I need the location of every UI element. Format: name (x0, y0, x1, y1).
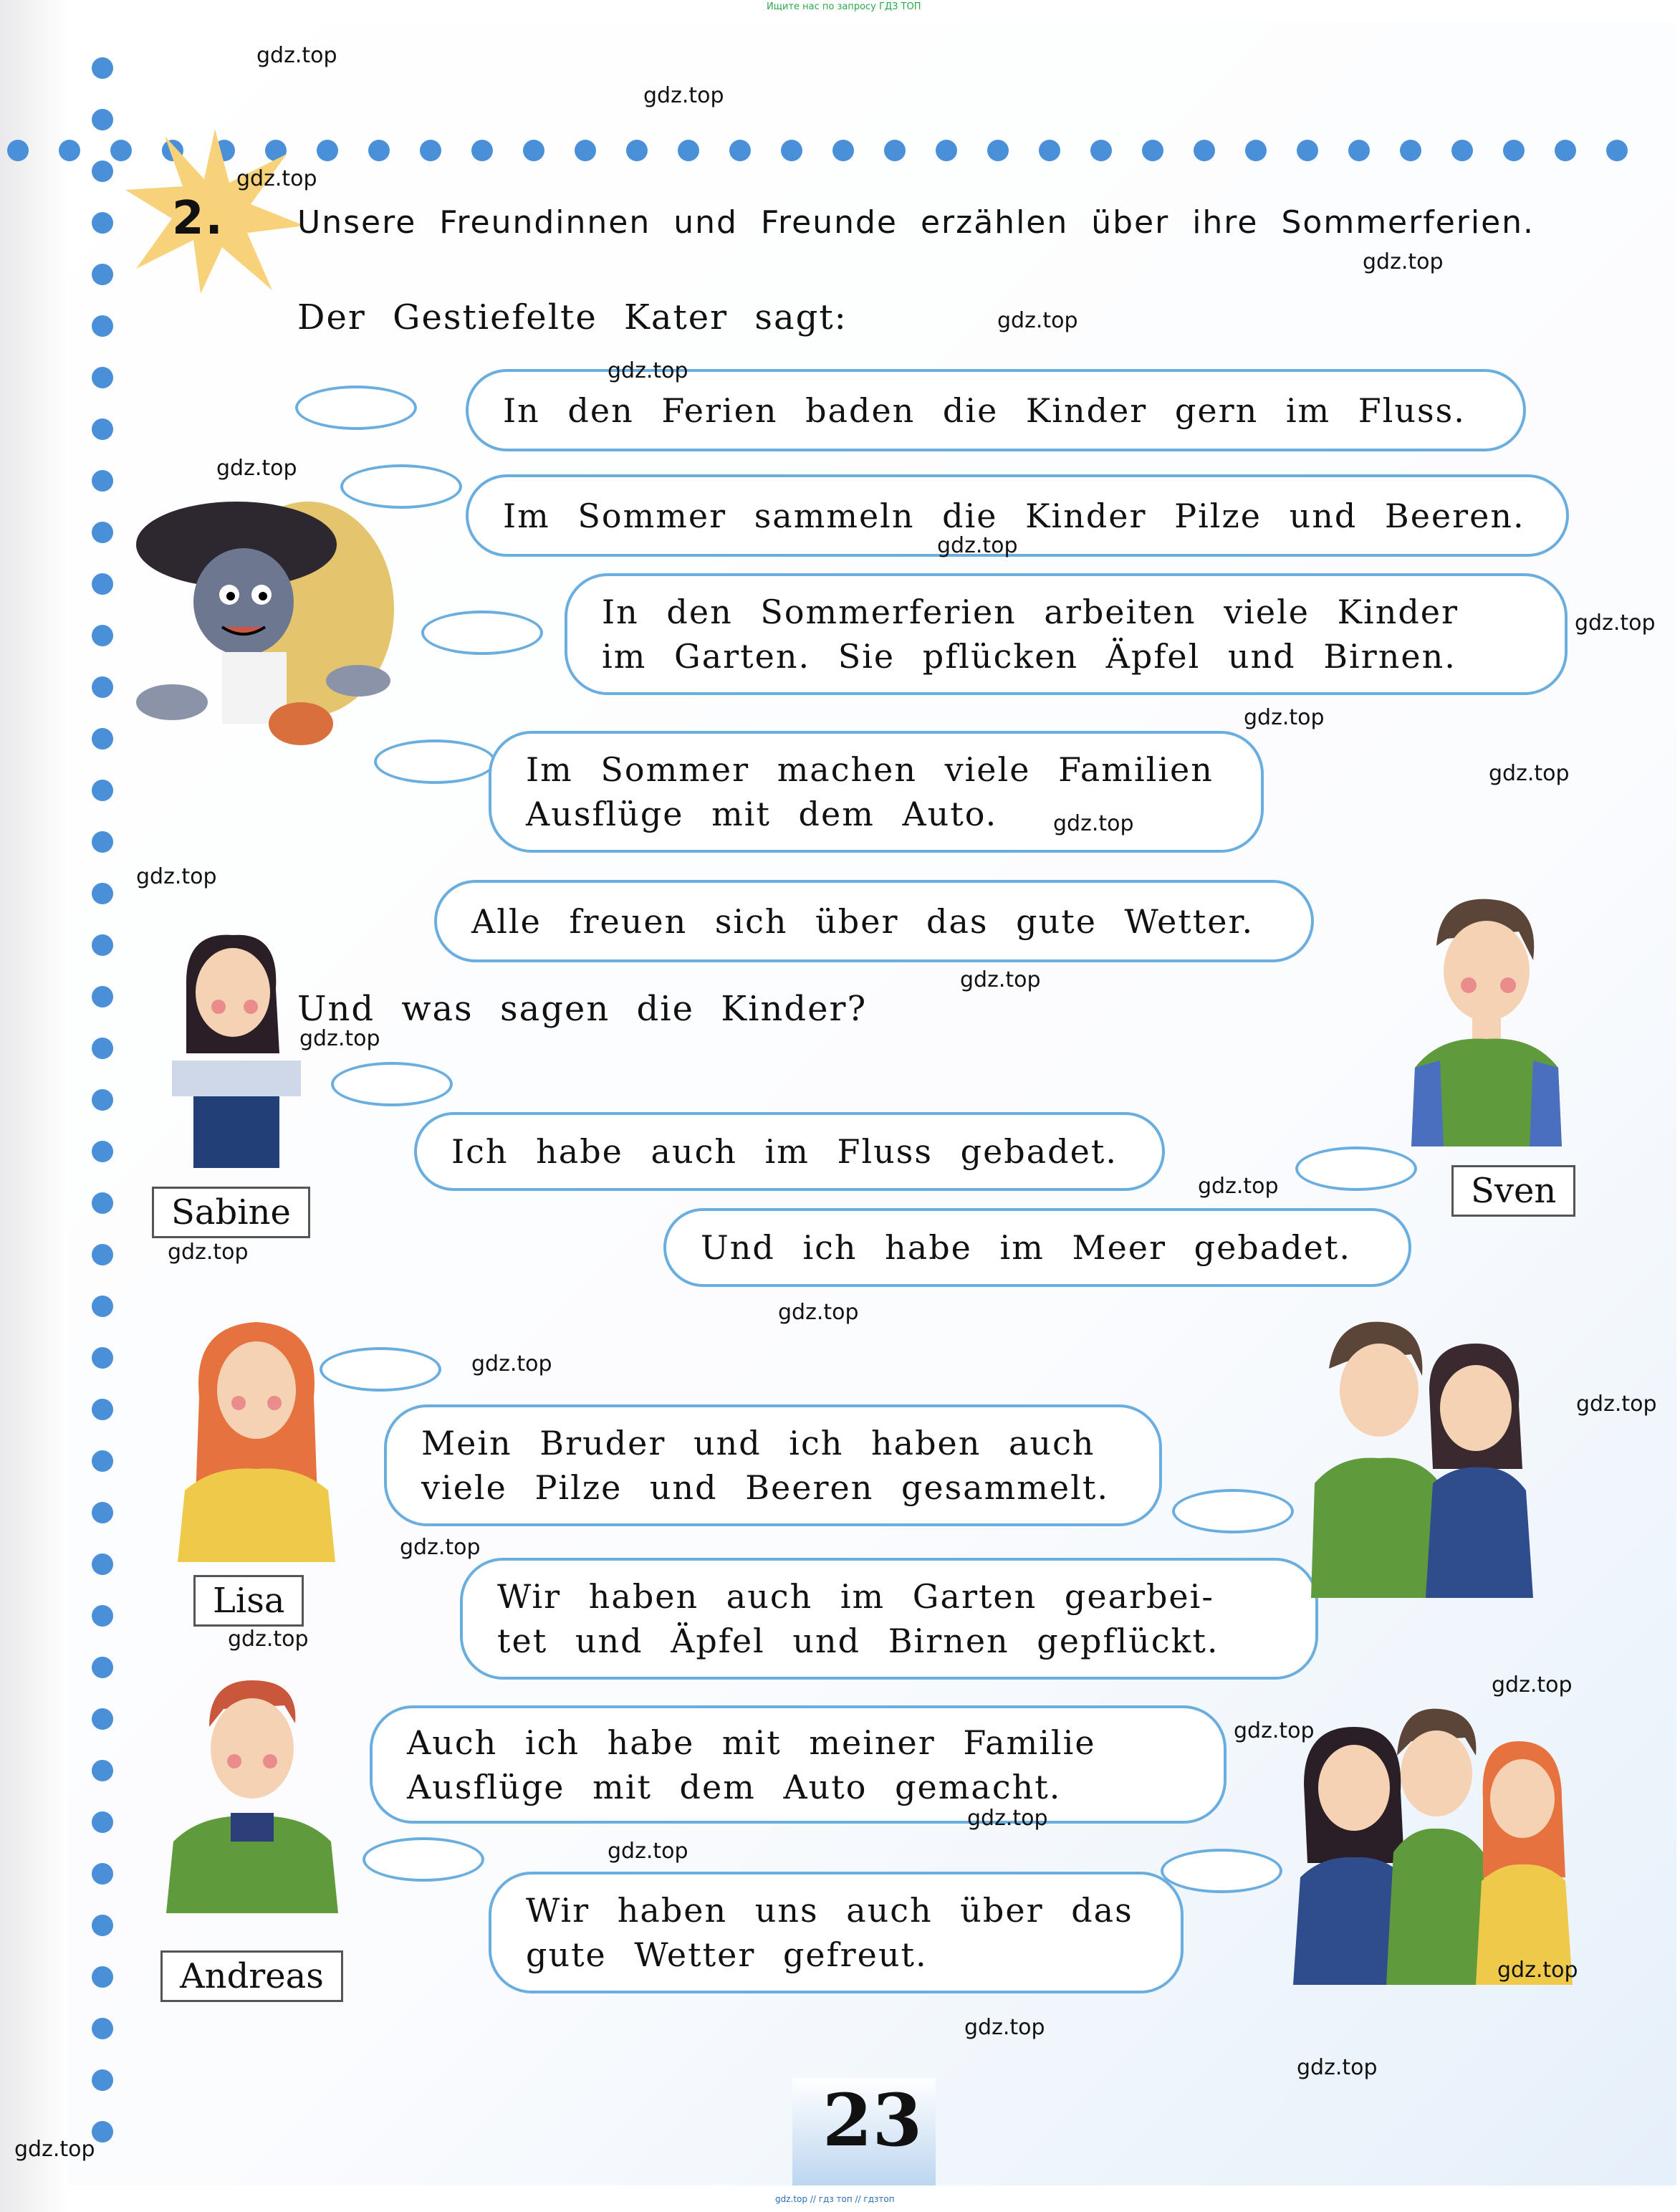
sven-illustration (1397, 889, 1576, 1146)
border-dot (92, 1863, 113, 1885)
border-dot (92, 1657, 113, 1678)
border-dot (92, 573, 113, 595)
two-kids-illustration (1304, 1311, 1540, 1598)
watermark: gdz.top (964, 2015, 1045, 2040)
sabine-illustration (150, 924, 315, 1168)
watermark: gdz.top (1244, 705, 1325, 730)
watermark: gdz.top (471, 1351, 552, 1376)
border-dot (92, 109, 113, 130)
speech-bubble: Ich habe auch im Fluss gebadet. (414, 1112, 1165, 1191)
border-dot (1503, 140, 1525, 161)
watermark: gdz.top (643, 83, 724, 108)
watermark: gdz.top (608, 358, 688, 383)
border-dot (1245, 140, 1267, 161)
watermark: gdz.top (1198, 1174, 1279, 1199)
name-label-andreas: Andreas (160, 1950, 343, 2002)
border-dot (92, 1192, 113, 1214)
border-dot (92, 780, 113, 801)
lisa-illustration (171, 1311, 342, 1562)
speech-bubble: In den Sommerferien arbeiten viele Kinder im Garten. Sie pflücken Äpfel und Birnen. (565, 573, 1568, 695)
speech-bubble: Wir haben uns auch über das gute Wetter gefreut. (489, 1872, 1184, 1993)
border-dot (92, 986, 113, 1007)
watermark: gdz.top (228, 1627, 309, 1652)
border-dot (92, 883, 113, 904)
watermark: gdz.top (136, 864, 217, 889)
answer-oval[interactable] (363, 1837, 484, 1882)
border-dot (92, 367, 113, 388)
border-dot (92, 2018, 113, 2039)
name-label-sven: Sven (1451, 1165, 1575, 1217)
watermark: gdz.top (997, 308, 1078, 333)
three-kids-illustration (1290, 1698, 1576, 1985)
border-dot (92, 2069, 113, 2091)
name-label-sabine: Sabine (152, 1187, 310, 1238)
watermark: gdz.top (937, 533, 1018, 558)
watermark: gdz.top (216, 456, 297, 481)
watermark: gdz.top (168, 1240, 249, 1265)
watermark: gdz.top (1363, 249, 1444, 274)
speech-bubble: Mein Bruder und ich haben auch viele Pilze und Beeren gesammelt. (384, 1404, 1162, 1526)
border-dot (420, 140, 441, 161)
name-label-lisa: Lisa (193, 1575, 304, 1627)
border-dot (92, 1811, 113, 1833)
border-dot (368, 140, 390, 161)
watermark: gdz.top (400, 1535, 481, 1560)
border-dot (92, 1966, 113, 1988)
border-dot (781, 140, 802, 161)
border-dot (92, 1038, 113, 1059)
border-dot (471, 140, 493, 161)
border-dot (936, 140, 957, 161)
border-dot (7, 140, 29, 161)
speech-bubble: Alle freuen sich über das gute Wetter. (434, 880, 1314, 962)
border-dot (92, 1708, 113, 1730)
watermark: gdz.top (1297, 2055, 1378, 2080)
border-dot (884, 140, 906, 161)
border-dot (92, 1347, 113, 1369)
border-dot (1090, 140, 1112, 161)
watermark: gdz.top (778, 1300, 859, 1325)
top-note: Ищите нас по запросу ГДЗ ТОП (767, 1, 921, 12)
border-dot (92, 1089, 113, 1111)
exercise-instruction: Unsere Freundinnen und Freunde erzählen über ihre Sommerferien. (297, 204, 1535, 241)
border-dot (92, 522, 113, 543)
border-dot (832, 140, 854, 161)
cat-illustration (129, 487, 416, 760)
speech-bubble: Auch ich habe mit meiner Familie Ausflüge mit dem Auto gemacht. (370, 1705, 1227, 1824)
border-dot (92, 676, 113, 698)
page-fold (0, 0, 68, 2212)
answer-oval[interactable] (421, 611, 543, 655)
answer-oval[interactable] (1172, 1489, 1294, 1533)
border-dot (1039, 140, 1060, 161)
border-dot (1555, 140, 1576, 161)
border-dot (1194, 140, 1215, 161)
speech-bubble: Im Sommer sammeln die Kinder Pilze und Beeren. (466, 474, 1569, 557)
border-dot (92, 1296, 113, 1317)
border-dot (523, 140, 544, 161)
page-number: 23 (822, 2078, 923, 2163)
speech-bubble: Im Sommer machen viele Familien Ausflüge mit dem Auto. (489, 731, 1264, 853)
answer-oval[interactable] (1295, 1146, 1417, 1191)
border-dot (1606, 140, 1628, 161)
border-dot (92, 1915, 113, 1936)
watermark: gdz.top (236, 166, 317, 191)
bottom-note: gdz.top // гдз топ // гдзтоп (775, 2194, 895, 2204)
watermark: gdz.top (1053, 811, 1134, 836)
border-dot (59, 140, 80, 161)
speech-bubble: In den Ferien baden die Kinder gern im Fluss. (466, 369, 1526, 451)
exercise-number: 2. (172, 192, 224, 245)
watermark: gdz.top (256, 43, 337, 68)
border-dot (1348, 140, 1370, 161)
border-dot (92, 1553, 113, 1575)
answer-oval[interactable] (295, 386, 417, 430)
border-dot (92, 1502, 113, 1523)
border-dot (92, 1760, 113, 1781)
watermark: gdz.top (967, 1806, 1048, 1831)
watermark: gdz.top (1575, 611, 1656, 636)
border-dot (92, 1244, 113, 1265)
border-dot (92, 470, 113, 492)
watermark: gdz.top (1497, 1958, 1578, 1983)
border-dot (729, 140, 751, 161)
watermark: gdz.top (14, 2137, 95, 2162)
border-dot (92, 831, 113, 853)
border-dot (92, 934, 113, 956)
border-dot (92, 315, 113, 337)
border-dot (1142, 140, 1163, 161)
watermark: gdz.top (1492, 1672, 1573, 1698)
border-dot (626, 140, 648, 161)
border-dot (1451, 140, 1473, 161)
border-dot (678, 140, 699, 161)
border-dot (92, 1450, 113, 1472)
border-dot (987, 140, 1009, 161)
border-dot (317, 140, 338, 161)
watermark: gdz.top (608, 1839, 688, 1864)
speech-bubble: Und ich habe im Meer gebadet. (663, 1208, 1411, 1287)
border-dot (92, 161, 113, 182)
andreas-illustration (159, 1670, 345, 1913)
kinder-heading: Und was sagen die Kinder? (297, 989, 868, 1029)
watermark: gdz.top (1576, 1392, 1657, 1417)
watermark: gdz.top (960, 967, 1041, 992)
border-dot (92, 728, 113, 750)
watermark: gdz.top (1234, 1718, 1315, 1743)
answer-oval[interactable] (1161, 1849, 1282, 1893)
speech-bubble: Wir haben auch im Garten gearbei- tet und Äpfel und Birnen gepflückt. (460, 1558, 1318, 1680)
answer-oval[interactable] (331, 1062, 453, 1106)
border-dot (1297, 140, 1318, 161)
border-dot (575, 140, 596, 161)
watermark: gdz.top (299, 1026, 380, 1051)
border-dot (92, 1605, 113, 1627)
border-dot (92, 1141, 113, 1162)
border-dot (92, 1399, 113, 1420)
border-dot (92, 212, 113, 234)
border-dot (92, 418, 113, 440)
border-dot (92, 625, 113, 646)
border-dot (92, 57, 113, 79)
watermark: gdz.top (1489, 761, 1570, 786)
border-dot (92, 264, 113, 285)
border-dot (1400, 140, 1421, 161)
kater-heading: Der Gestiefelte Kater sagt: (297, 297, 848, 337)
